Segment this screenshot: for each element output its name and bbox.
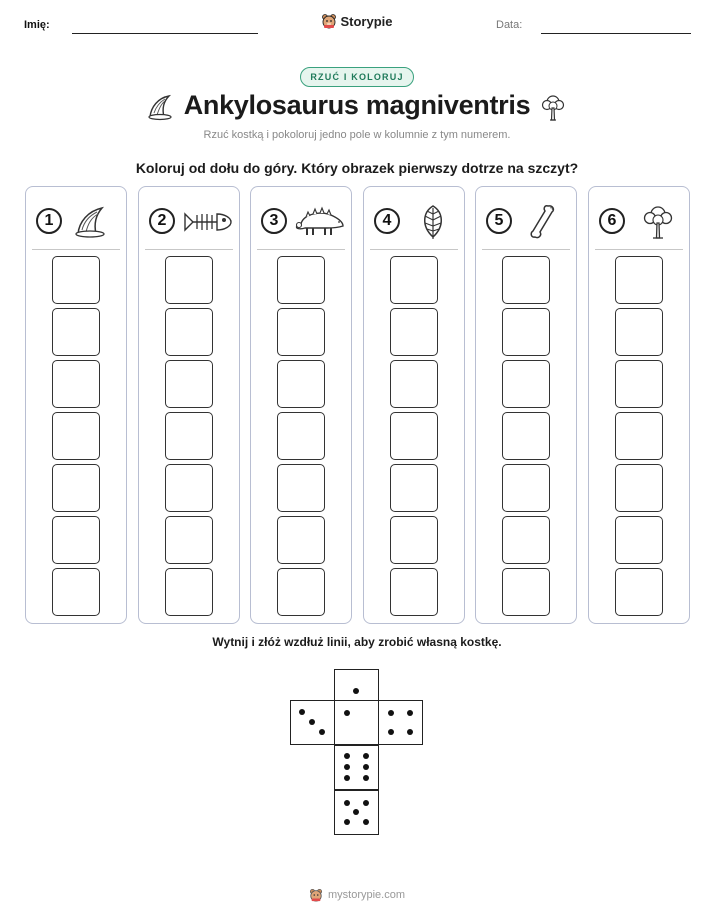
column-number: 5 <box>486 208 512 234</box>
die-pip <box>299 709 305 715</box>
cut-instruction: Wytnij i złóż wzdłuż linii, aby zrobić własną kostkę. <box>212 635 502 649</box>
ankylosaurus-icon <box>293 204 347 240</box>
date-label: Data: <box>496 19 523 31</box>
color-box[interactable] <box>502 412 550 460</box>
color-box[interactable] <box>390 516 438 564</box>
subtitle: Rzuć kostką i pokoloruj jedno pole w kolumnie z tym numerem. <box>203 129 511 141</box>
column-number: 3 <box>261 208 287 234</box>
color-box[interactable] <box>615 360 663 408</box>
die-pip <box>407 710 413 716</box>
color-box[interactable] <box>615 256 663 304</box>
color-box[interactable] <box>502 516 550 564</box>
activity-badge: RZUĆ I KOLORUJ <box>300 67 413 87</box>
column-4 <box>363 186 465 624</box>
color-box[interactable] <box>390 568 438 616</box>
color-box[interactable] <box>502 568 550 616</box>
color-box[interactable] <box>615 516 663 564</box>
leaf-icon <box>406 204 460 240</box>
die-pip <box>309 719 315 725</box>
column-1 <box>25 186 127 624</box>
die-pip <box>344 775 350 781</box>
die-pip <box>344 800 350 806</box>
color-box[interactable] <box>165 360 213 408</box>
column-5 <box>475 186 577 624</box>
color-box[interactable] <box>615 308 663 356</box>
color-box[interactable] <box>277 464 325 512</box>
die-pip <box>388 729 394 735</box>
color-box[interactable] <box>165 464 213 512</box>
color-box[interactable] <box>390 464 438 512</box>
die-pip <box>353 809 359 815</box>
column-number: 6 <box>599 208 625 234</box>
instruction: Koloruj od dołu do góry. Który obrazek pierwszy dotrze na szczyt? <box>135 160 579 176</box>
die-pip <box>388 710 394 716</box>
column-3 <box>250 186 352 624</box>
color-box[interactable] <box>615 464 663 512</box>
date-line <box>541 33 691 34</box>
column-2 <box>138 186 240 624</box>
die-pip <box>319 729 325 735</box>
color-box[interactable] <box>277 412 325 460</box>
column-divider <box>257 249 345 250</box>
die-face-4[interactable] <box>378 700 423 745</box>
column-divider <box>32 249 120 250</box>
color-box[interactable] <box>52 568 100 616</box>
die-pip <box>344 819 350 825</box>
die-face-1[interactable] <box>334 700 379 745</box>
brand-logo <box>0 13 714 29</box>
die-pip <box>363 764 369 770</box>
color-box[interactable] <box>502 308 550 356</box>
color-box[interactable] <box>615 568 663 616</box>
die-face-3[interactable] <box>290 700 335 745</box>
tree-icon <box>631 204 685 240</box>
color-box[interactable] <box>502 464 550 512</box>
column-number: 1 <box>36 208 62 234</box>
color-box[interactable] <box>52 412 100 460</box>
color-box[interactable] <box>390 412 438 460</box>
color-box[interactable] <box>52 360 100 408</box>
fish-skeleton-icon <box>181 204 235 240</box>
die-pip <box>353 688 359 694</box>
tooth-icon <box>68 204 122 240</box>
color-box[interactable] <box>390 308 438 356</box>
die-face-6[interactable] <box>334 745 379 790</box>
die-face-5[interactable] <box>334 790 379 835</box>
color-box[interactable] <box>390 256 438 304</box>
color-box[interactable] <box>52 256 100 304</box>
brand-name: Storypie <box>340 13 393 29</box>
bear-mascot-icon <box>321 13 337 29</box>
color-box[interactable] <box>277 360 325 408</box>
page-title: Ankylosaurus magniventris <box>183 90 531 120</box>
footer <box>0 888 714 902</box>
die-pip <box>407 729 413 735</box>
tree-icon <box>539 92 567 122</box>
column-divider <box>145 249 233 250</box>
color-box[interactable] <box>277 308 325 356</box>
color-box[interactable] <box>52 464 100 512</box>
color-box[interactable] <box>390 360 438 408</box>
color-box[interactable] <box>52 516 100 564</box>
column-divider <box>595 249 683 250</box>
color-box[interactable] <box>165 308 213 356</box>
column-number: 4 <box>374 208 400 234</box>
die-pip <box>363 800 369 806</box>
column-divider <box>370 249 458 250</box>
die-pip <box>363 753 369 759</box>
color-box[interactable] <box>277 256 325 304</box>
color-box[interactable] <box>502 360 550 408</box>
color-box[interactable] <box>615 412 663 460</box>
column-6 <box>588 186 690 624</box>
color-box[interactable] <box>52 308 100 356</box>
name-line <box>72 33 258 34</box>
footer-url[interactable]: mystorypie.com <box>327 889 406 901</box>
name-label: Imię: <box>24 19 50 31</box>
color-box[interactable] <box>165 412 213 460</box>
die-pip <box>344 753 350 759</box>
bear-mascot-icon <box>309 888 323 902</box>
die-pip <box>363 819 369 825</box>
die-pip <box>363 775 369 781</box>
column-number: 2 <box>149 208 175 234</box>
color-box[interactable] <box>165 256 213 304</box>
die-pip <box>344 710 350 716</box>
die-pip <box>344 764 350 770</box>
color-box[interactable] <box>277 516 325 564</box>
color-box[interactable] <box>165 516 213 564</box>
color-box[interactable] <box>502 256 550 304</box>
color-box[interactable] <box>165 568 213 616</box>
column-divider <box>482 249 570 250</box>
bone-icon <box>518 204 572 240</box>
color-box[interactable] <box>277 568 325 616</box>
